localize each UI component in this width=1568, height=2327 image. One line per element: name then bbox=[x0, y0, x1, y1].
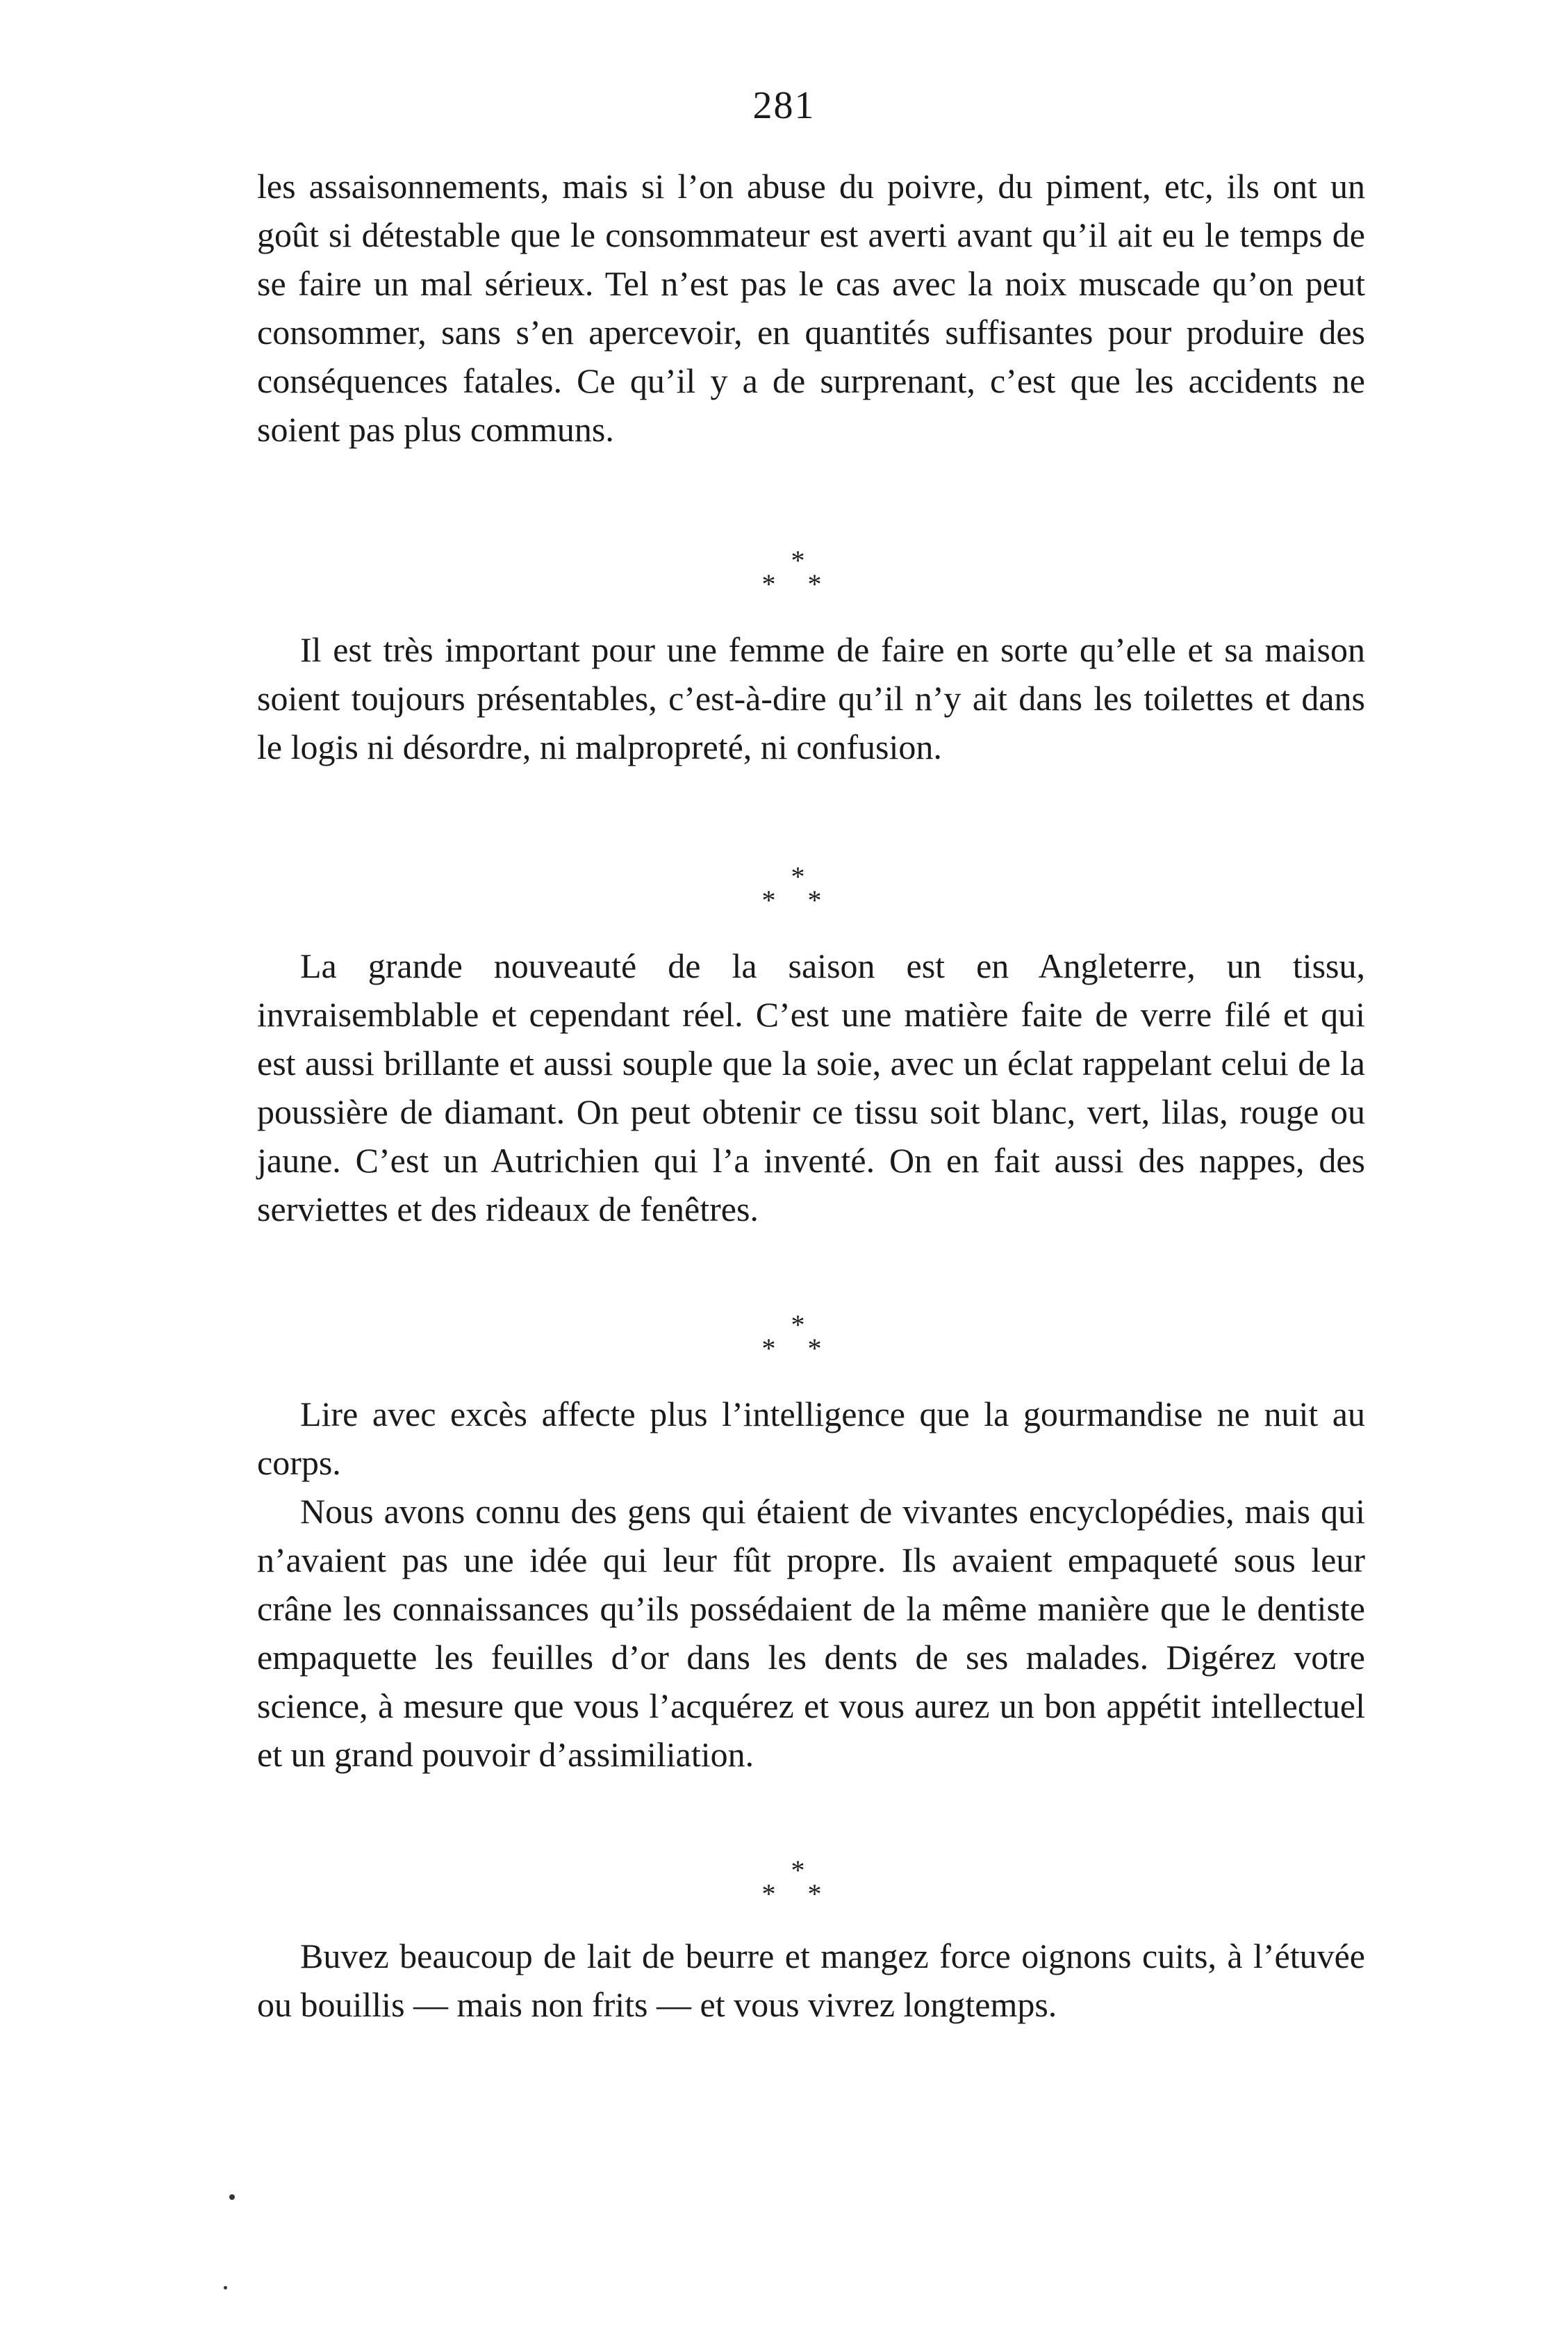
asterism-bottom: * * bbox=[761, 568, 834, 600]
paragraph-text: Il est très important pour une femme de faire en sorte qu’elle et sa maison soient toujours présentables, c’est-à-dire qu’il n’y ait dans les toilettes et dans le logis ni désordre, ni malpropreté, ni confusion. bbox=[257, 630, 1365, 766]
paragraph-text: La grande nouveauté de la saison est en Angleterre, un tissu, invraisemblable et cependant réel. C’est une matière faite de verre filé et qui est aussi brillante et aussi souple que la soie, avec un éclat rappelant celui de la poussière de diamant. On peut obtenir ce tissu soit blanc, vert, lilas, rouge ou jaune. C’est un Autrichien qui l’a inventé. On en fait aussi des nappes, des serviettes et des rideaux de fenêtres. bbox=[257, 946, 1365, 1228]
print-speck bbox=[224, 2286, 227, 2289]
paragraph-reading bbox=[257, 1390, 1365, 1779]
paragraph-buttermilk bbox=[257, 1932, 1365, 2029]
asterism-separator bbox=[0, 545, 1568, 600]
paragraph-woman-home bbox=[257, 625, 1365, 771]
paragraph-text: Lire avec excès affecte plus l’intelligence que la gourmandise ne nuit au corps. bbox=[257, 1395, 1365, 1482]
asterism-separator bbox=[0, 861, 1568, 916]
paragraph-glass-fabric bbox=[257, 942, 1365, 1233]
paragraph-text: Nous avons connu des gens qui étaient de vivantes encyclopédies, mais qui n’avaient pas une idée qui leur fût propre. Ils avaient empaqueté sous leur crâne les connaissances qu’ils possédaient de la même manière que le dentiste empaquette les feuilles d’or dans les dents de ses malades. Digérez votre science, à mesure que vous l’acquérez et vous aurez un bon appétit intellectuel et un grand pouvoir d’assimiliation. bbox=[257, 1492, 1365, 1774]
page-number: 281 bbox=[752, 84, 816, 127]
asterism-separator bbox=[0, 1855, 1568, 1909]
asterism-top: * bbox=[791, 545, 805, 576]
asterism-top: * bbox=[791, 1855, 805, 1886]
asterism-bottom: * * bbox=[761, 1333, 834, 1364]
asterism-top: * bbox=[791, 861, 805, 892]
asterism-separator bbox=[0, 1309, 1568, 1364]
asterism-top: * bbox=[791, 1309, 805, 1340]
paragraph-text: Buvez beaucoup de lait de beurre et mangez force oignons cuits, à l’étuvée ou bouillis — mais non frits — et vous vivrez longtemps. bbox=[257, 1937, 1365, 2024]
print-speck bbox=[229, 2194, 235, 2200]
asterism-bottom: * * bbox=[761, 1878, 834, 1909]
paragraph-seasonings bbox=[257, 162, 1365, 454]
paragraph-text: les assaisonnements, mais si l’on abuse du poivre, du piment, etc, ils ont un goût si détestable que le consommateur est averti avant qu’il ait eu le temps de se faire un mal sérieux. Tel n’est pas le cas avec la noix muscade qu’on peut consommer, sans s’en apercevoir, en quantités suffisantes pour produire des conséquences fatales. Ce qu’il y a de surprenant, c’est que les accidents ne soient pas plus communs. bbox=[257, 167, 1365, 449]
asterism-bottom: * * bbox=[761, 885, 834, 916]
